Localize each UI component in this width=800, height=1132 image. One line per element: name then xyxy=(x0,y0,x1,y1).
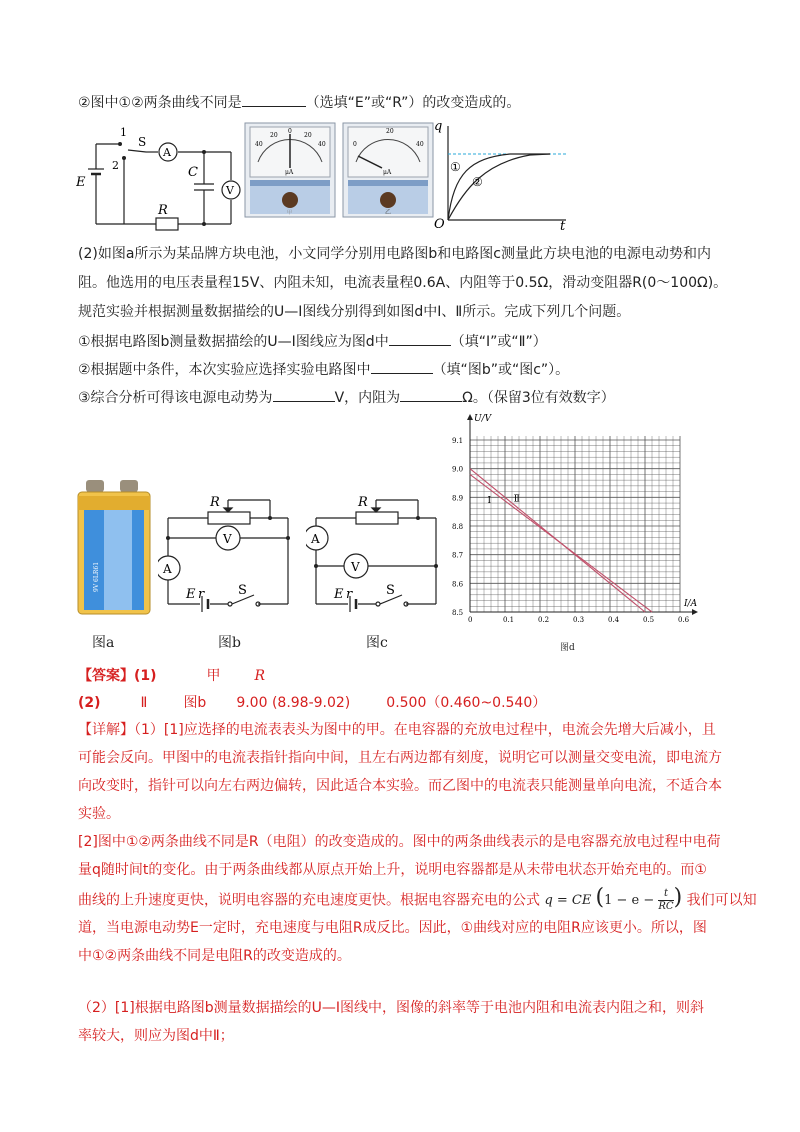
circuit-c-diagram xyxy=(306,494,446,618)
text: ②图中①②两条曲线不同是 xyxy=(78,95,242,111)
tick-label: 40 xyxy=(318,141,326,148)
curve-2-label: ② xyxy=(472,175,483,189)
terminal-2-label: 2 xyxy=(112,159,119,172)
ammeter-label: A xyxy=(163,562,172,576)
answer-line-1 xyxy=(78,666,265,686)
meter-jia xyxy=(244,122,336,218)
x-tick-label: 0.5 xyxy=(643,616,655,624)
question-item-2 xyxy=(78,92,520,113)
ammeter-label: A xyxy=(163,146,171,159)
detail-line-formula xyxy=(78,885,757,913)
y-axis-arrow xyxy=(467,414,473,420)
question-2-item-3 xyxy=(78,387,615,408)
x-tick-label: 0.2 xyxy=(538,616,550,624)
y-tick-label: 8.9 xyxy=(452,494,464,503)
formula-numerator: t xyxy=(658,888,673,901)
tick-label: 40 xyxy=(255,141,263,148)
ammeter-label: A xyxy=(311,532,320,546)
detail-line: 率较大，则应为图d中Ⅱ； xyxy=(78,1028,234,1044)
x-tick-label: 0.6 xyxy=(678,616,690,624)
text: 我们可以知 xyxy=(686,892,757,909)
x-axis-arrow xyxy=(692,609,698,615)
text: （填“图b”或“图c”）。 xyxy=(432,362,570,378)
text: （选填“E”或“R”）的改变造成的。 xyxy=(305,95,521,111)
question-2-item-1 xyxy=(78,331,547,352)
tick-label: 0 xyxy=(353,141,357,148)
resistor-label: R xyxy=(158,203,168,218)
text: （填“Ⅰ”或“Ⅱ”） xyxy=(450,334,547,350)
emf-label: E xyxy=(186,587,196,602)
figure-c-caption: 图c xyxy=(366,635,388,651)
caption: 乙 xyxy=(385,209,392,216)
voltmeter-label: V xyxy=(226,184,234,197)
answer-blank[interactable] xyxy=(400,387,462,402)
detail-line: 向改变时，指针可以向左右两边偏转，因此适合本实验。而乙图中的电流表只能测量单向电流，不适合本 xyxy=(78,778,722,794)
x-axis-label: I/A xyxy=(684,599,698,609)
formula-term: 1 − e − xyxy=(604,893,655,908)
detail-line: [2]图中①②两条曲线不同是R（电阻）的改变造成的。图中的两条曲线表示的是电容器充放电过程中电荷 xyxy=(78,834,721,850)
y-tick-label: 8.5 xyxy=(452,609,464,617)
text: ③综合分析可得该电源电动势为 xyxy=(78,390,273,406)
q-t-graph xyxy=(430,118,570,230)
answer-blank[interactable] xyxy=(371,359,433,374)
detail-line: 可能会反向。甲图中的电流表指针指向中间，且左右两边都有刻度，说明它可以测量交变电流，即电流方 xyxy=(78,750,722,766)
answer-value: 9.00 (8.98-9.02) xyxy=(236,695,351,711)
y-tick-label: 8.8 xyxy=(452,523,464,531)
figure-d-caption: 图d xyxy=(560,643,575,653)
internal-resistance-label: r xyxy=(346,587,353,602)
meter-yi xyxy=(342,122,434,218)
detail-line: 实验。 xyxy=(78,806,120,822)
question-2-line-1: (2)如图a所示为某品牌方块电池，小文同学分别用电路图b和电路图c测量此方块电池的电源电动势和内 xyxy=(78,246,711,262)
figure-a-caption: 图a xyxy=(92,635,115,651)
switch-label: S xyxy=(138,135,147,149)
detail-line: 量q随时间t的变化。由于两条曲线都从原点开始上升，说明电容器都是从未带电状态开始充电的。而① xyxy=(78,862,707,878)
question-2-line-3: 规范实验并根据测量数据描绘的U—I图线分别得到如图d中Ⅰ、Ⅱ所示。完成下列几个问题。 xyxy=(78,304,631,320)
unit-label: μA xyxy=(285,169,294,176)
question-2-item-2 xyxy=(78,359,569,380)
chart-grid xyxy=(470,436,680,612)
text: ②根据题中条件，本次实验应选择实验电路图中 xyxy=(78,362,371,378)
answer-head: (2) xyxy=(78,695,101,711)
origin-label: O xyxy=(434,217,445,230)
series-ii-label: Ⅱ xyxy=(513,494,520,505)
x-tick-label: 0.4 xyxy=(608,616,620,624)
answer-value: 图b xyxy=(183,695,207,711)
terminal-1-label: 1 xyxy=(120,126,127,139)
y-tick-label: 8.7 xyxy=(452,551,464,560)
tick-label: 20 xyxy=(386,128,394,135)
detail-line: （2）[1]根据电路图b测量数据描绘的U—I图线中，图像的斜率等于电池内阻和电流表内阻之和，则斜 xyxy=(78,1000,704,1016)
tick-label: 20 xyxy=(304,132,312,139)
tick-label: 0 xyxy=(288,128,292,135)
unit-label: μA xyxy=(383,169,392,176)
x-axis-label: t xyxy=(560,219,566,230)
capacitor-label: C xyxy=(188,165,198,180)
voltmeter-label: V xyxy=(223,532,232,546)
text: 曲线的上升速度更快，说明电容器的充电速度更快。根据电容器充电的公式 xyxy=(78,892,540,909)
caption: 甲 xyxy=(287,210,293,216)
answer-value: Ⅱ xyxy=(140,695,148,711)
x-tick-label: 0.1 xyxy=(503,616,515,624)
answer-head: 【答案】(1) xyxy=(78,668,157,684)
y-axis-label: U/V xyxy=(474,414,492,424)
answer-value: 甲 xyxy=(206,668,221,684)
question-2-line-2: 阻。他选用的电压表量程15V、内阻未知，电流表量程0.6A、内阻等于0.5Ω，滑动变阻器R(0～100Ω)。 xyxy=(78,275,728,291)
series-i-label: Ⅰ xyxy=(487,496,492,507)
internal-resistance-label: r xyxy=(198,587,205,602)
battery-image xyxy=(76,480,154,616)
tick-label: 40 xyxy=(416,141,424,148)
rheostat-label: R xyxy=(358,495,368,510)
rheostat-label: R xyxy=(210,495,220,510)
text: ①根据电路图b测量数据描绘的U—I图线应为图d中 xyxy=(78,334,389,350)
emf-label: E xyxy=(76,175,86,190)
switch-label: S xyxy=(386,583,395,598)
x-tick-label: 0 xyxy=(468,616,473,624)
emf-label: E xyxy=(334,587,344,602)
text: V，内阻为 xyxy=(334,390,401,406)
detail-line: 【详解】（1）[1]应选择的电流表表头为图中的甲。在电容器的充放电过程中，电流会先增大后减小，且 xyxy=(78,722,716,738)
detail-line: 道，当电源电动势E一定时，充电速度与电阻R成反比。因此，①曲线对应的电阻R应该更小。所以，图 xyxy=(78,920,707,936)
battery-label: 9V 6LR61 xyxy=(93,561,100,592)
detail-line: 中①②两条曲线不同是电阻R的改变造成的。 xyxy=(78,948,351,964)
x-tick-label: 0.3 xyxy=(573,616,585,624)
circuit-b-diagram xyxy=(158,494,298,618)
voltmeter-label: V xyxy=(351,560,360,574)
switch-label: S xyxy=(238,583,247,598)
formula-denominator: RC xyxy=(658,901,674,912)
y-tick-label: 9.0 xyxy=(452,465,464,474)
y-axis-label: q xyxy=(434,119,443,134)
text: Ω。（保留3位有效数字） xyxy=(462,390,615,406)
tick-label: 20 xyxy=(270,132,278,139)
answer-blank[interactable] xyxy=(389,331,451,346)
charging-formula: q = CE (1 − e − $\frac{t}{RC}$ ) xyxy=(544,885,683,912)
answer-blank[interactable] xyxy=(242,92,306,107)
u-i-chart xyxy=(440,412,700,642)
curve-1-label: ① xyxy=(450,160,461,174)
answer-line-2 xyxy=(78,693,546,713)
answer-value: R xyxy=(254,668,266,684)
y-tick-label: 9.1 xyxy=(452,437,464,445)
capacitor-circuit-diagram xyxy=(76,124,246,236)
figure-b-caption: 图b xyxy=(218,635,241,651)
formula-lhs: q = CE xyxy=(544,893,592,908)
answer-blank[interactable] xyxy=(273,387,335,402)
chart-ticks xyxy=(452,437,690,624)
answer-value: 0.500（0.460~0.540） xyxy=(386,695,547,711)
y-tick-label: 8.6 xyxy=(452,580,464,589)
